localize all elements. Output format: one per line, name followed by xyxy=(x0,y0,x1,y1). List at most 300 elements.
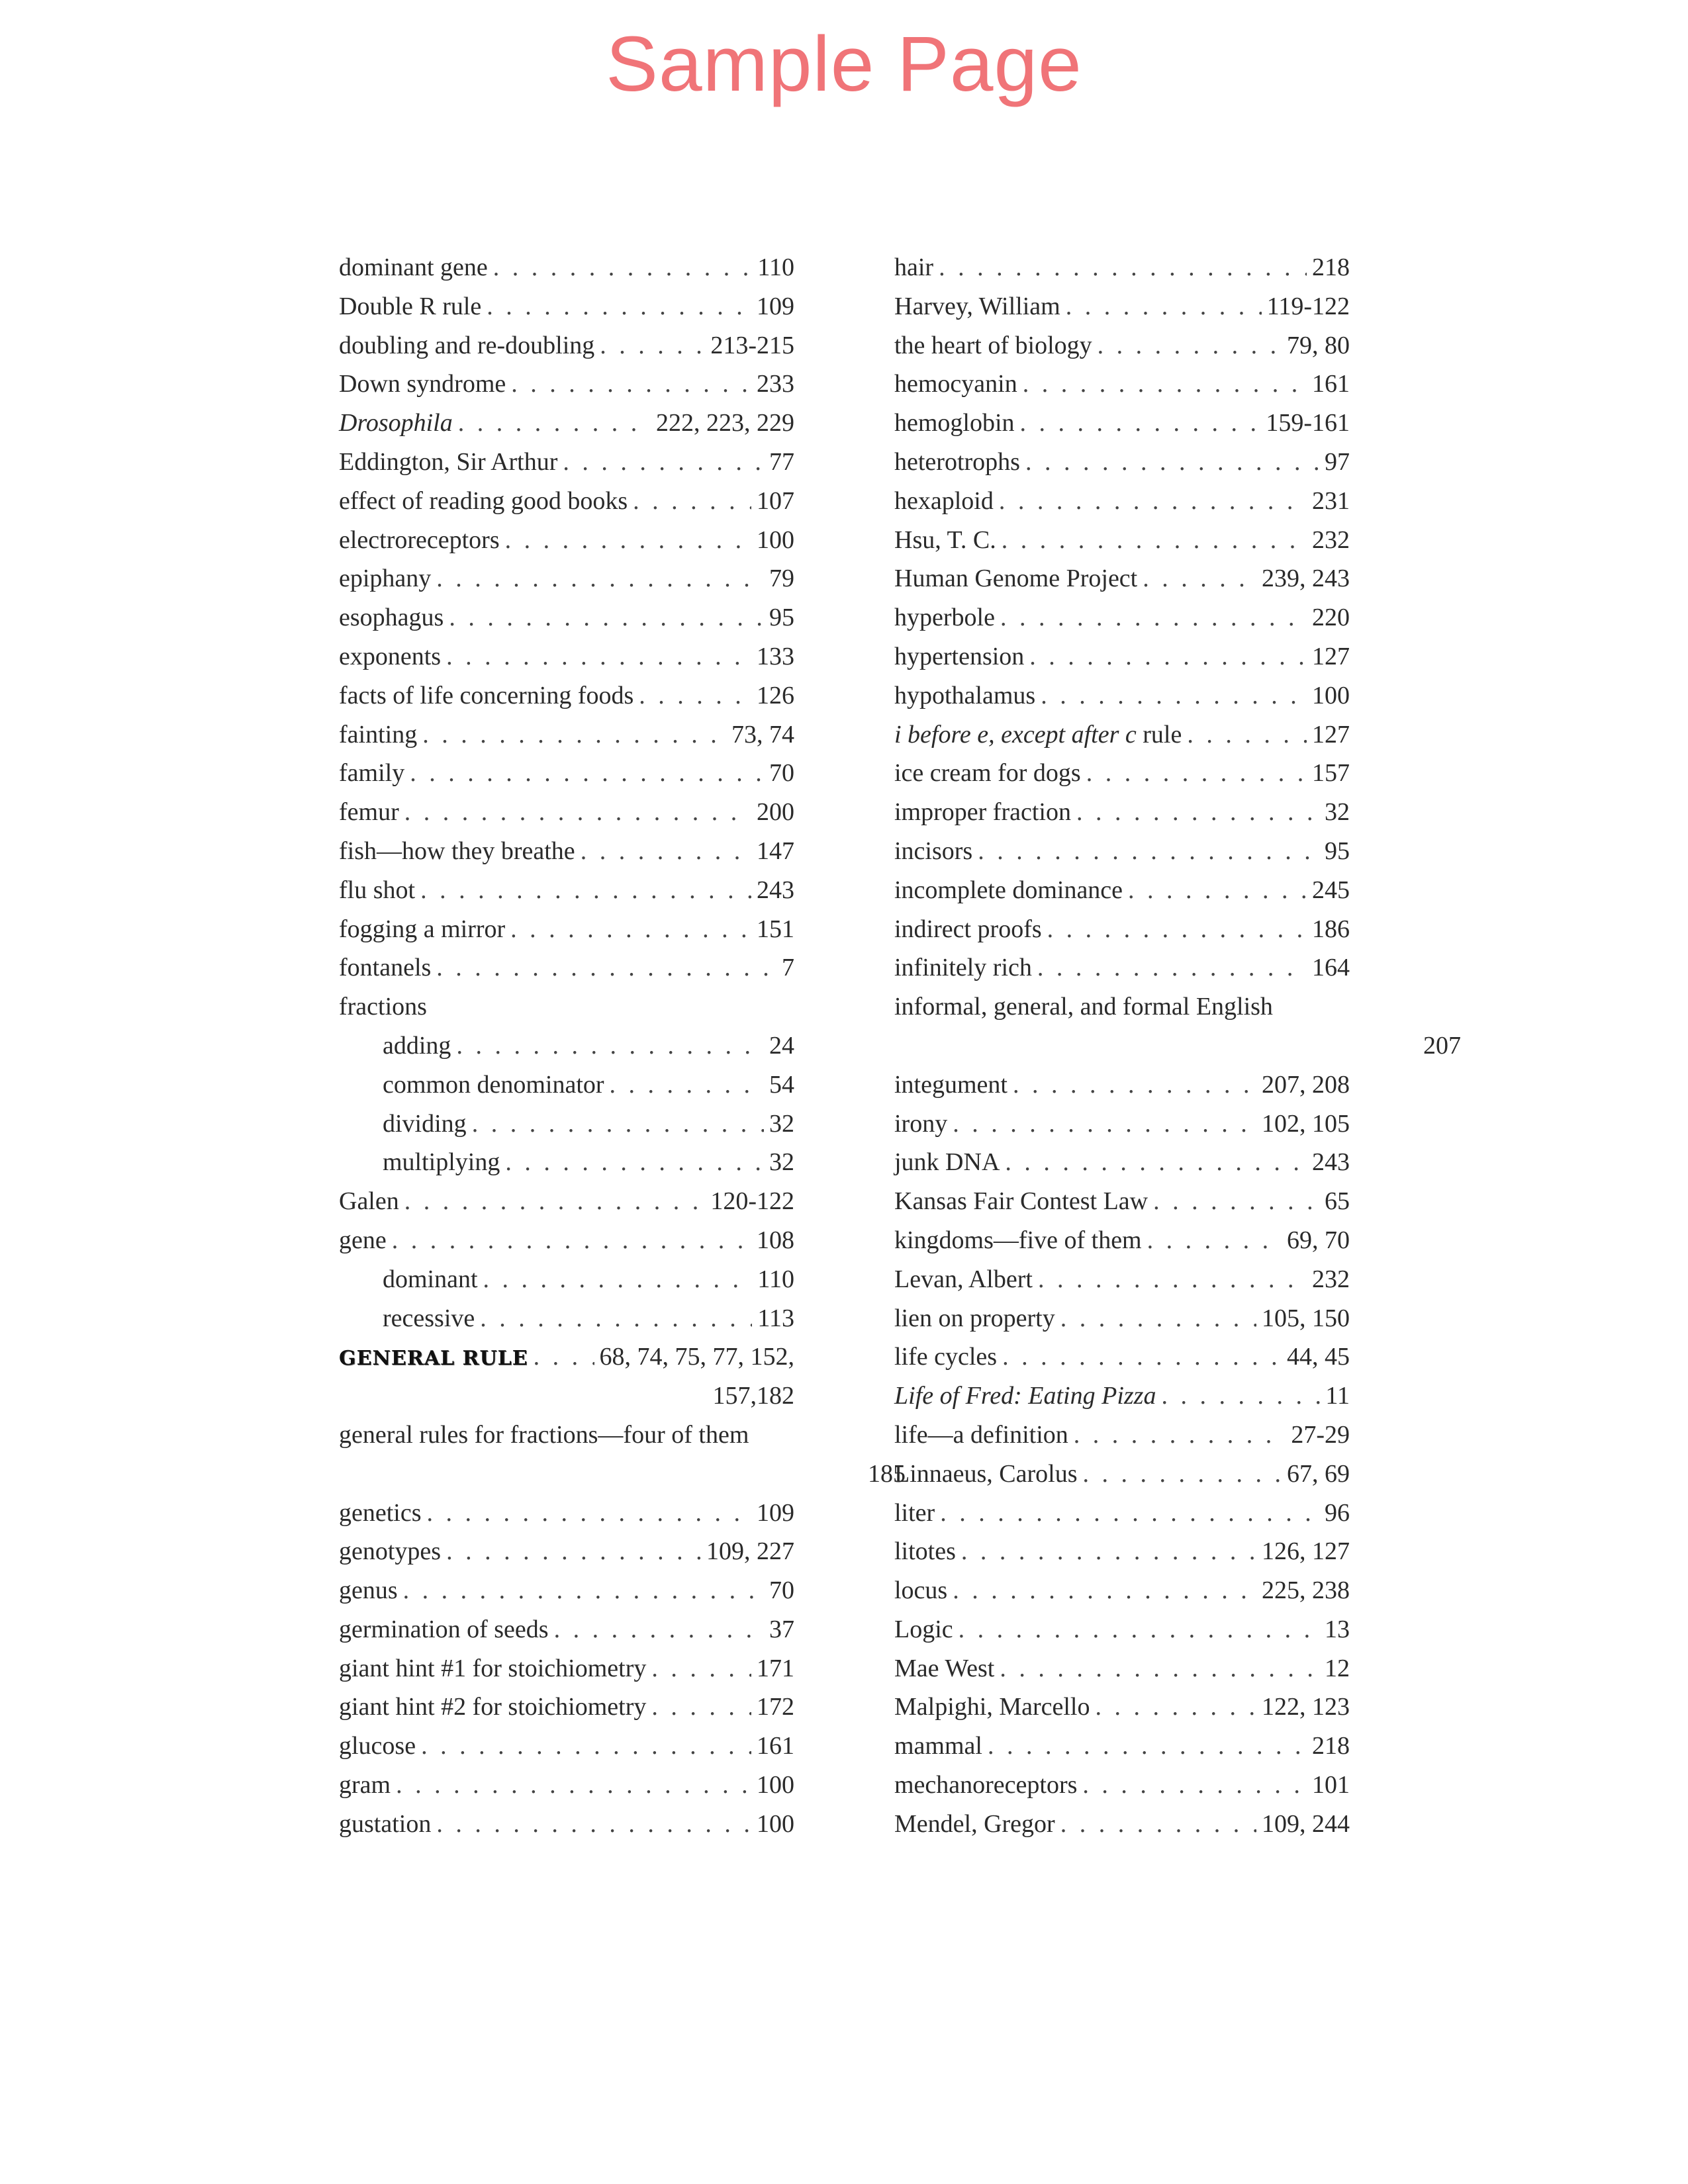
dot-leader xyxy=(396,1766,751,1805)
index-entry-genetics xyxy=(339,1494,794,1533)
index-term: gustation xyxy=(339,1809,432,1838)
index-page-numbers: 151 xyxy=(757,915,794,943)
index-page-numbers: 186 xyxy=(1312,915,1350,943)
index-entry-doubling-and-re-doubling xyxy=(339,326,794,365)
index-entry-gustation xyxy=(339,1805,794,1844)
index-entry-recessive xyxy=(339,1299,794,1338)
index-entry-ice-cream-for-dogs xyxy=(894,754,1350,793)
dot-leader xyxy=(511,365,751,404)
index-entry-eddington-sir-arthur xyxy=(339,443,794,482)
index-page-numbers: 218 xyxy=(1312,253,1350,281)
index-term: common denominator xyxy=(383,1070,604,1099)
index-term: Life of Fred: Eating Pizza xyxy=(894,1382,1156,1410)
index-entry-gene xyxy=(339,1221,794,1260)
index-entry-mammal xyxy=(894,1727,1350,1766)
index-page-numbers: 12 xyxy=(1325,1654,1350,1682)
dot-leader xyxy=(1020,404,1261,443)
dot-leader xyxy=(421,1727,751,1766)
index-term: locus xyxy=(894,1576,948,1605)
dot-leader xyxy=(427,1494,751,1533)
index-term: giant hint #2 for stoichiometry xyxy=(339,1693,647,1721)
index-term: femur xyxy=(339,798,399,827)
index-term: irony xyxy=(894,1109,948,1138)
index-entry-effect-of-reading-good-books xyxy=(339,482,794,521)
dot-leader xyxy=(1147,1221,1282,1260)
dot-leader xyxy=(446,1532,701,1571)
dot-leader xyxy=(510,910,751,949)
index-entry-general-rules-for-fractions-four-of-them xyxy=(339,1416,794,1455)
dot-leader xyxy=(1074,1416,1286,1455)
dot-leader xyxy=(1060,1299,1256,1338)
index-entry-infinitely-rich xyxy=(894,948,1350,987)
index-term: Levan, Albert xyxy=(894,1265,1033,1293)
dot-leader xyxy=(978,832,1319,871)
index-entry-fainting xyxy=(339,715,794,754)
index-term: Double R rule xyxy=(339,292,482,320)
index-page-numbers: 109, 227 xyxy=(706,1537,794,1566)
dot-leader xyxy=(1000,598,1307,637)
index-entry-incisors xyxy=(894,832,1350,871)
index-term: dominant xyxy=(383,1265,478,1293)
index-term: hypothalamus xyxy=(894,681,1036,709)
index-page-numbers: 27-29 xyxy=(1291,1420,1350,1449)
index-column-right xyxy=(894,248,1461,1844)
index-term: ice cream for dogs xyxy=(894,759,1081,788)
dot-leader xyxy=(1029,637,1307,676)
index-page-numbers: 107 xyxy=(757,486,794,515)
dot-leader xyxy=(1000,1649,1319,1688)
dot-leader xyxy=(600,326,705,365)
index-page-numbers: 7 xyxy=(782,954,794,982)
index-term-italic: i before e, except after c xyxy=(894,720,1137,749)
index-entry-hypothalamus xyxy=(894,676,1350,715)
index-page-numbers: 159-161 xyxy=(1266,409,1350,437)
dot-leader xyxy=(953,1105,1256,1144)
index-entry-hexaploid xyxy=(894,482,1350,521)
dot-leader xyxy=(1037,948,1307,987)
dot-leader xyxy=(1153,1182,1319,1221)
index-page-numbers: 161 xyxy=(757,1732,794,1760)
index-term: family xyxy=(339,759,405,788)
dot-leader xyxy=(1060,1805,1256,1844)
index-entry-hair xyxy=(894,248,1350,287)
dot-leader xyxy=(953,1571,1256,1610)
index-term: facts of life concerning foods xyxy=(339,681,634,709)
dot-leader xyxy=(1002,1338,1282,1377)
index-page-numbers: 231 xyxy=(1312,486,1350,515)
index-term: Drosophila xyxy=(339,409,453,437)
dot-leader xyxy=(961,1532,1256,1571)
index-term: exponents xyxy=(339,642,442,670)
index-entry-kingdoms-five-of-them xyxy=(894,1221,1350,1260)
index-entry-dividing xyxy=(339,1105,794,1144)
dot-leader xyxy=(1082,1766,1307,1805)
index-entry-harvey-william xyxy=(894,287,1350,326)
dot-leader xyxy=(420,871,751,910)
index-entry-fontanels xyxy=(339,948,794,987)
index-term: dominant gene xyxy=(339,253,488,281)
index-page-numbers: 147 xyxy=(757,837,794,865)
index-term: fish—how they breathe xyxy=(339,837,575,865)
index-entry-litotes xyxy=(894,1532,1350,1571)
index-term: Human Genome Project xyxy=(894,565,1138,593)
dot-leader xyxy=(436,948,776,987)
index-page-numbers: 161 xyxy=(1312,370,1350,398)
index-term: fontanels xyxy=(339,954,432,982)
index-page-numbers: 70 xyxy=(769,759,794,788)
index-term: Down syndrome xyxy=(339,370,506,398)
index-term: hypertension xyxy=(894,642,1025,670)
index-term: hemocyanin xyxy=(894,370,1017,398)
index-entry-hemocyanin xyxy=(894,365,1350,404)
index-entry-gram xyxy=(339,1766,794,1805)
dot-leader xyxy=(458,404,651,443)
dot-leader xyxy=(505,1143,764,1182)
index-entry-human-genome-project xyxy=(894,559,1350,598)
index-term: Harvey, William xyxy=(894,292,1060,320)
index-term: lien on property xyxy=(894,1304,1055,1332)
index-term: Logic xyxy=(894,1615,953,1643)
index-entry-dominant xyxy=(339,1260,794,1299)
index-term: fractions xyxy=(339,993,427,1021)
index-term: litotes xyxy=(894,1537,956,1566)
index-term: effect of reading good books xyxy=(339,486,628,515)
index-page-numbers: 32 xyxy=(1325,798,1350,827)
index-entry-hsu-t-c xyxy=(894,521,1350,560)
index-entry-kansas-fair-contest-law xyxy=(894,1182,1350,1221)
dot-leader xyxy=(446,637,751,676)
index-page-numbers: 157,182 xyxy=(712,1382,794,1410)
index-page-numbers: 133 xyxy=(757,642,794,670)
dot-leader xyxy=(487,287,751,326)
index-page-numbers: 222, 223, 229 xyxy=(656,409,794,437)
index-entry-down-syndrome xyxy=(339,365,794,404)
index-term: recessive xyxy=(383,1304,475,1332)
index-entry-heterotrophs xyxy=(894,443,1350,482)
index-entry-logic xyxy=(894,1610,1350,1649)
index-entry-hemoglobin xyxy=(894,404,1350,443)
dot-leader xyxy=(651,1649,751,1688)
index-entry-fish-how-they-breathe xyxy=(339,832,794,871)
index-term: heterotrophs xyxy=(894,447,1020,476)
index-page-numbers: 232 xyxy=(1312,1265,1350,1293)
index-entry-germination-of-seeds xyxy=(339,1610,794,1649)
dot-leader xyxy=(563,443,764,482)
index-term: hexaploid xyxy=(894,486,994,515)
dot-leader xyxy=(410,754,764,793)
index-page-numbers: 79 xyxy=(769,565,794,593)
index-page-numbers: 243 xyxy=(757,876,794,904)
index-page-numbers: 207, 208 xyxy=(1262,1070,1350,1099)
index-term: GENERAL RULE xyxy=(339,1347,528,1371)
dot-leader xyxy=(436,1805,751,1844)
index-page-numbers: 68, 74, 75, 77, 152, xyxy=(599,1343,794,1371)
dot-leader xyxy=(1002,521,1307,560)
index-page-numbers: 37 xyxy=(769,1615,794,1643)
index-term: Galen xyxy=(339,1187,399,1216)
index-entry-lien-on-property xyxy=(894,1299,1350,1338)
index-entry-life-of-fred-eating-pizza xyxy=(894,1377,1350,1416)
index-page-numbers: 213-215 xyxy=(710,331,794,359)
index-term: dividing xyxy=(383,1109,467,1138)
index-term: incomplete dominance xyxy=(894,876,1123,904)
index-entry-hypertension xyxy=(894,637,1350,676)
index-entry-double-r-rule xyxy=(339,287,794,326)
index-term: infinitely rich xyxy=(894,954,1032,982)
dot-leader xyxy=(404,1182,706,1221)
index-entry-linnaeus-carolus xyxy=(894,1455,1350,1494)
index-page-numbers: 95 xyxy=(769,604,794,632)
index-page-numbers: 200 xyxy=(757,798,794,827)
index-entry-fractions xyxy=(339,987,794,1026)
dot-leader xyxy=(392,1221,751,1260)
index-entry-galen xyxy=(339,1182,794,1221)
index-page-numbers: 100 xyxy=(1312,681,1350,709)
dot-leader xyxy=(988,1727,1307,1766)
index-page-numbers: 220 xyxy=(1312,604,1350,632)
dot-leader xyxy=(483,1260,753,1299)
index-term: kingdoms—five of them xyxy=(894,1226,1142,1254)
index-page-numbers: 164 xyxy=(1312,954,1350,982)
dot-leader xyxy=(403,1571,764,1610)
index-entry-epiphany xyxy=(339,559,794,598)
index-entry-levan-albert xyxy=(894,1260,1350,1299)
dot-leader xyxy=(472,1105,764,1144)
index-entry-malpighi-marcello xyxy=(894,1688,1350,1727)
dot-leader xyxy=(493,248,753,287)
index-entry-junk-dna xyxy=(894,1143,1350,1182)
index-term: general rules for fractions—four of them xyxy=(339,1420,749,1449)
index-term: electroreceptors xyxy=(339,525,500,554)
dot-leader xyxy=(422,715,726,754)
index-entry-continuation xyxy=(894,1026,1461,1066)
index-term-suffix: rule xyxy=(1136,720,1182,749)
index-entry-giant-hint-1-for-stoichiometry xyxy=(339,1649,794,1688)
index-entry-esophagus xyxy=(339,598,794,637)
index-entry-exponents xyxy=(339,637,794,676)
index-term: germination of seeds xyxy=(339,1615,549,1643)
index-term: gene xyxy=(339,1226,387,1254)
index-entry-informal-general-and-formal-english xyxy=(894,987,1350,1026)
index-term: hyperbole xyxy=(894,604,995,632)
dot-leader xyxy=(1013,1066,1256,1105)
index-page-numbers: 207 xyxy=(1423,1031,1461,1060)
sample-page-watermark: Sample Page xyxy=(606,21,1082,108)
index-term: multiplying xyxy=(383,1148,500,1177)
index-entry-life-cycles xyxy=(894,1338,1350,1377)
dot-leader xyxy=(1047,910,1307,949)
dot-leader xyxy=(1086,754,1307,793)
dot-leader xyxy=(404,793,751,832)
dot-leader xyxy=(581,832,751,871)
index-entry-electroreceptors xyxy=(339,521,794,560)
dot-leader xyxy=(1023,365,1307,404)
index-page-numbers: 77 xyxy=(769,447,794,476)
dot-leader xyxy=(1098,326,1282,365)
dot-leader xyxy=(1076,793,1319,832)
index-page-numbers: 109 xyxy=(757,1498,794,1527)
index-term: genotypes xyxy=(339,1537,442,1566)
index-page-numbers: 105, 150 xyxy=(1262,1304,1350,1332)
index-page-numbers: 157 xyxy=(1312,759,1350,788)
index-entry-hyperbole xyxy=(894,598,1350,637)
index-entry-multiplying xyxy=(339,1143,794,1182)
dot-leader xyxy=(999,482,1307,521)
index-entry-locus xyxy=(894,1571,1350,1610)
index-page-numbers: 32 xyxy=(769,1109,794,1138)
index-entry-life-a-definition xyxy=(894,1416,1350,1455)
index-term: epiphany xyxy=(339,565,432,593)
index-entry-liter xyxy=(894,1494,1350,1533)
dot-leader xyxy=(1083,1455,1282,1494)
index-term: life—a definition xyxy=(894,1420,1068,1449)
dot-leader xyxy=(456,1026,764,1066)
index-page-numbers: 70 xyxy=(769,1576,794,1605)
index-term: integument xyxy=(894,1070,1008,1099)
dot-leader xyxy=(480,1299,752,1338)
dot-leader xyxy=(554,1610,764,1649)
index-page-numbers: 245 xyxy=(1312,876,1350,904)
index-entry-i-before-e-except-after-c xyxy=(894,715,1350,754)
dot-leader xyxy=(1128,871,1307,910)
dot-leader xyxy=(436,559,764,598)
index-term: Mendel, Gregor xyxy=(894,1809,1055,1838)
index-term: Linnaeus, Carolus xyxy=(894,1459,1078,1488)
index-page-numbers: 73, 74 xyxy=(731,720,794,749)
index-entry-adding xyxy=(339,1026,794,1066)
index-page-numbers: 24 xyxy=(769,1031,794,1060)
index-entry-giant-hint-2-for-stoichiometry xyxy=(339,1688,794,1727)
dot-leader xyxy=(939,248,1307,287)
index-entry-mae-west xyxy=(894,1649,1350,1688)
index-page-numbers: 11 xyxy=(1325,1382,1350,1410)
index-page-numbers: 100 xyxy=(757,1809,794,1838)
index-column-left xyxy=(339,248,906,1844)
dot-leader xyxy=(534,1338,594,1377)
index-page-numbers: 120-122 xyxy=(710,1187,794,1216)
index-page-numbers: 65 xyxy=(1325,1187,1350,1216)
index-page-numbers: 243 xyxy=(1312,1148,1350,1177)
index-page-numbers: 13 xyxy=(1325,1615,1350,1643)
dot-leader xyxy=(1025,443,1319,482)
index-term: gram xyxy=(339,1771,391,1799)
index-entry-continuation xyxy=(339,1377,794,1416)
dot-leader xyxy=(1066,287,1262,326)
index-page-numbers: 185 xyxy=(868,1459,906,1488)
index-page-numbers: 126, 127 xyxy=(1262,1537,1350,1566)
index-term: giant hint #1 for stoichiometry xyxy=(339,1654,647,1682)
index-term: flu shot xyxy=(339,876,416,904)
index-page-numbers: 172 xyxy=(757,1693,794,1721)
index-term: fainting xyxy=(339,720,418,749)
index-term: the heart of biology xyxy=(894,331,1092,359)
dot-leader xyxy=(1005,1143,1307,1182)
index-term: Malpighi, Marcello xyxy=(894,1693,1090,1721)
index-term: liter xyxy=(894,1498,935,1527)
index-term: hemoglobin xyxy=(894,409,1015,437)
index-term: Hsu, T. C. xyxy=(894,525,996,554)
index-entry-femur xyxy=(339,793,794,832)
index-term: Kansas Fair Contest Law xyxy=(894,1187,1149,1216)
index-page-numbers: 233 xyxy=(757,370,794,398)
index-entry-genotypes xyxy=(339,1532,794,1571)
index-entry-genus xyxy=(339,1571,794,1610)
index-page-numbers: 97 xyxy=(1325,447,1350,476)
index-page-numbers: 96 xyxy=(1325,1498,1350,1527)
index-page-numbers: 232 xyxy=(1312,525,1350,554)
index-term: mechanoreceptors xyxy=(894,1771,1078,1799)
dot-leader xyxy=(940,1494,1319,1533)
dot-leader xyxy=(651,1688,751,1727)
index-term: genus xyxy=(339,1576,398,1605)
dot-leader xyxy=(449,598,764,637)
index-entry-common-denominator xyxy=(339,1066,794,1105)
index-page-numbers: 67, 69 xyxy=(1287,1459,1350,1488)
index-entry-mechanoreceptors xyxy=(894,1766,1350,1805)
index-entry-indirect-proofs xyxy=(894,910,1350,949)
dot-leader xyxy=(633,482,751,521)
index-entry-flu-shot xyxy=(339,871,794,910)
index-term: fogging a mirror xyxy=(339,915,506,943)
index-page-numbers: 113 xyxy=(757,1304,794,1332)
index-entry-fogging-a-mirror xyxy=(339,910,794,949)
index-page-numbers: 79, 80 xyxy=(1287,331,1350,359)
index-page-numbers: 119-122 xyxy=(1266,292,1350,320)
index-page-numbers: 32 xyxy=(769,1148,794,1177)
index-page-numbers: 239, 243 xyxy=(1262,565,1350,593)
index-term: junk DNA xyxy=(894,1148,1000,1177)
index-entry-integument xyxy=(894,1066,1350,1105)
index-page-numbers: 171 xyxy=(757,1654,794,1682)
index-page-numbers: 54 xyxy=(769,1070,794,1099)
index-page-numbers: 110 xyxy=(757,1265,794,1293)
dot-leader xyxy=(1187,715,1307,754)
dot-leader xyxy=(505,521,751,560)
index-page-numbers: 109, 244 xyxy=(1262,1809,1350,1838)
index-term xyxy=(894,715,1182,754)
index-term: adding xyxy=(383,1031,451,1060)
index-page-numbers: 101 xyxy=(1312,1771,1350,1799)
dot-leader xyxy=(610,1066,764,1105)
index-entry-continuation xyxy=(339,1455,906,1494)
index-term: esophagus xyxy=(339,604,444,632)
dot-leader xyxy=(1095,1688,1256,1727)
index-page-numbers: 108 xyxy=(757,1226,794,1254)
index-entry-mendel-gregor xyxy=(894,1805,1350,1844)
index-term: improper fraction xyxy=(894,798,1071,827)
index-term: informal, general, and formal English xyxy=(894,993,1273,1021)
index-term: mammal xyxy=(894,1732,982,1760)
dot-leader xyxy=(1041,676,1307,715)
index-page-numbers: 110 xyxy=(757,253,794,281)
index-term: doubling and re-doubling xyxy=(339,331,595,359)
index-entry-dominant-gene xyxy=(339,248,794,287)
index-entry-facts-of-life-concerning-foods xyxy=(339,676,794,715)
index-page-numbers: 127 xyxy=(1312,720,1350,749)
index-page-numbers: 127 xyxy=(1312,642,1350,670)
dot-leader xyxy=(639,676,751,715)
index-entry-improper-fraction xyxy=(894,793,1350,832)
index-page-numbers: 95 xyxy=(1325,837,1350,865)
index-page-numbers: 44, 45 xyxy=(1287,1343,1350,1371)
index-page-numbers: 69, 70 xyxy=(1287,1226,1350,1254)
index-page-numbers: 100 xyxy=(757,1771,794,1799)
index-page-numbers: 225, 238 xyxy=(1262,1576,1350,1605)
index-term: glucose xyxy=(339,1732,416,1760)
index-term: Mae West xyxy=(894,1654,995,1682)
index-entry-irony xyxy=(894,1105,1350,1144)
index-page-numbers: 218 xyxy=(1312,1732,1350,1760)
